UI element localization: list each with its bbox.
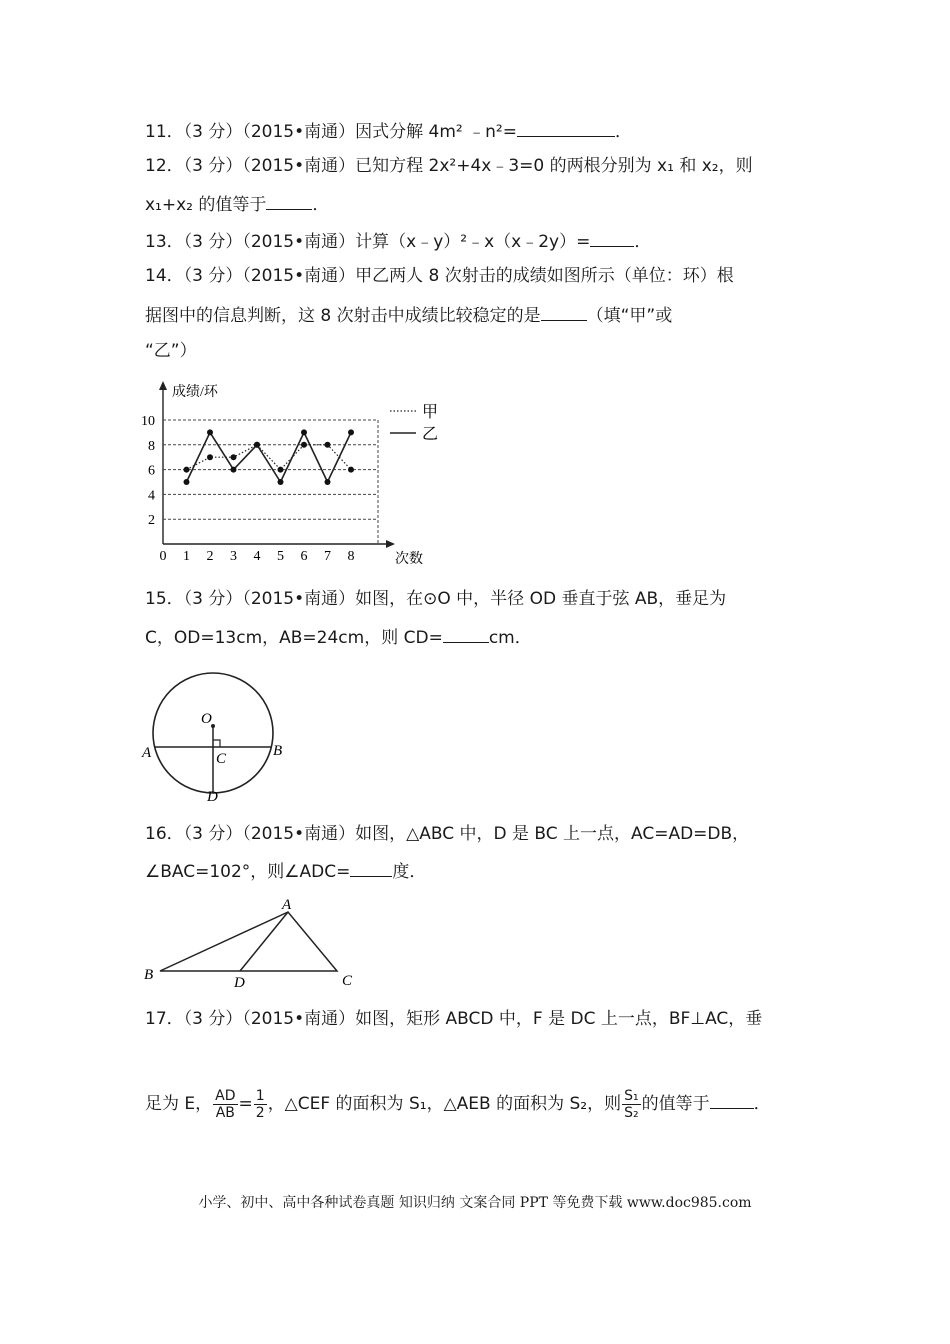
series-yi-point [325, 479, 331, 485]
q14-text: 据图中的信息判断，这 8 次射击中成绩比较稳定的是 [145, 306, 541, 326]
fraction-s1-s2 [622, 1088, 641, 1121]
segment-ad [240, 912, 288, 971]
question-15-line1: 15．（3 分）（2015•南通）如图，在⊙O 中，半径 OD 垂直于弦 AB，垂足为 [145, 589, 727, 609]
series-jia-point [348, 467, 354, 473]
chart-x-axis-label: 次数 [395, 552, 423, 567]
series-yi-point [278, 479, 284, 485]
x-tick-label: 6 [300, 549, 308, 564]
q17-equals: = [238, 1094, 253, 1114]
series-jia-point [301, 442, 307, 448]
series-yi-point [207, 429, 213, 435]
series-yi-point [348, 429, 354, 435]
chart-y-axis-label: 成绩/环 [172, 385, 218, 400]
x-tick-label: 4 [253, 549, 261, 564]
q13-period: ． [634, 232, 652, 252]
series-jia-point [325, 442, 331, 448]
q12-period: ． [312, 195, 330, 215]
q17-answer-blank [710, 1090, 754, 1109]
question-15-line2 [145, 624, 532, 650]
q14-text-tail: （填“甲”或 [586, 306, 673, 326]
question-17-line2 [145, 1083, 771, 1125]
series-yi-point [301, 429, 307, 435]
q17-text-a: 足为 E， [145, 1094, 213, 1114]
label-a: A [282, 897, 292, 913]
question-12-line2 [145, 191, 329, 217]
q17-period: ． [753, 1094, 771, 1114]
label-a: A [142, 745, 152, 761]
right-angle-mark [213, 740, 220, 747]
question-11 [145, 118, 632, 144]
question-14-line1: 14．（3 分）（2015•南通）甲乙两人 8 次射击的成绩如图所示（单位：环）根 [145, 266, 734, 286]
q15-answer-blank [443, 624, 489, 643]
q12-answer-blank [266, 191, 312, 210]
series-jia-point [184, 467, 190, 473]
q11-text: 11．（3 分）（2015•南通）因式分解 4m² ﹣n²= [145, 122, 517, 142]
question-16-line1: 16．（3 分）（2015•南通）如图，△ABC 中，D 是 BC 上一点，AC=AD=DB， [145, 824, 750, 844]
label-d: D [234, 975, 245, 991]
circle-figure [138, 665, 298, 805]
chart-ticks [141, 414, 355, 564]
chart-series [184, 429, 355, 485]
frac3-denominator: S₂ [624, 1104, 639, 1121]
q13-text: 13．（3 分）（2015•南通）计算（x﹣y）²﹣x（x﹣2y）= [145, 232, 591, 252]
label-c: C [216, 751, 227, 767]
x-tick-label: 3 [230, 549, 237, 564]
q12-text: x₁+x₂ 的值等于 [145, 195, 267, 215]
question-17-line1: 17．（3 分）（2015•南通）如图，矩形 ABCD 中，F 是 DC 上一点，BF⊥AC，垂 [145, 1009, 763, 1029]
series-yi-point [184, 479, 190, 485]
label-b: B [144, 967, 154, 983]
frac1-numerator: AD [215, 1087, 236, 1104]
q11-answer-blank [517, 118, 615, 137]
chart-grid [163, 420, 378, 544]
series-jia-point [207, 454, 213, 460]
page-footer: 小学、初中、高中各种试卷真题 知识归纳 文案合同 PPT 等免费下载 www.doc985.com [198, 1195, 752, 1211]
label-c: C [342, 973, 353, 989]
q17-text-b: ，△CEF 的面积为 S₁，△AEB 的面积为 S₂，则 [267, 1094, 622, 1114]
series-jia-point [278, 467, 284, 473]
frac2-denominator: 2 [255, 1104, 265, 1121]
shooting-score-chart [140, 378, 460, 573]
label-d: D [207, 789, 218, 805]
series-yi-point [254, 442, 260, 448]
y-tick-label: 10 [141, 414, 155, 429]
x-tick-label: 7 [324, 549, 331, 564]
frac1-denominator: AB [215, 1104, 235, 1121]
question-13 [145, 228, 651, 254]
series-yi-point [231, 467, 237, 473]
y-tick-label: 4 [148, 488, 155, 504]
q16-text-tail: 度． [392, 862, 427, 882]
q15-text: C，OD=13cm，AB=24cm，则 CD= [145, 628, 443, 648]
x-tick-label: 1 [183, 549, 190, 564]
fraction-ad-ab [213, 1088, 237, 1121]
y-axis-arrow [159, 381, 167, 390]
chart-legend [390, 403, 438, 443]
q16-answer-blank [350, 858, 392, 877]
q13-answer-blank [590, 228, 634, 247]
y-tick-label: 8 [148, 438, 155, 454]
x-tick-label: 5 [277, 549, 284, 564]
series-jia-point [231, 454, 237, 460]
question-12-line1: 12．（3 分）（2015•南通）已知方程 2x²+4x﹣3=0 的两根分别为 x₁ 和 x₂，则 [145, 156, 753, 176]
x-tick-label: 2 [206, 549, 214, 564]
fraction-one-half [254, 1088, 267, 1121]
y-tick-label: 6 [148, 463, 155, 479]
x-tick-label: 0 [159, 549, 167, 564]
q15-text-tail: cm． [488, 628, 532, 648]
q16-text: ∠BAC=102°，则∠ADC= [145, 862, 351, 882]
y-tick-label: 2 [148, 513, 155, 529]
q11-period: ． [614, 122, 632, 142]
q14-answer-blank [541, 302, 587, 321]
triangle-abc [160, 912, 337, 971]
x-tick-label: 8 [347, 549, 355, 564]
legend-jia-label: 甲 [422, 404, 439, 421]
label-o: O [201, 711, 212, 727]
label-b: B [273, 743, 283, 759]
q17-text-c: 的值等于 [641, 1094, 710, 1114]
question-14-line3: “乙”） [145, 341, 197, 361]
question-14-line2 [145, 302, 672, 328]
frac2-numerator: 1 [255, 1087, 265, 1104]
frac3-numerator: S₁ [624, 1087, 639, 1104]
x-axis-arrow [386, 540, 395, 548]
question-16-line2 [145, 858, 426, 884]
triangle-figure [140, 895, 360, 995]
legend-yi-label: 乙 [422, 426, 439, 443]
